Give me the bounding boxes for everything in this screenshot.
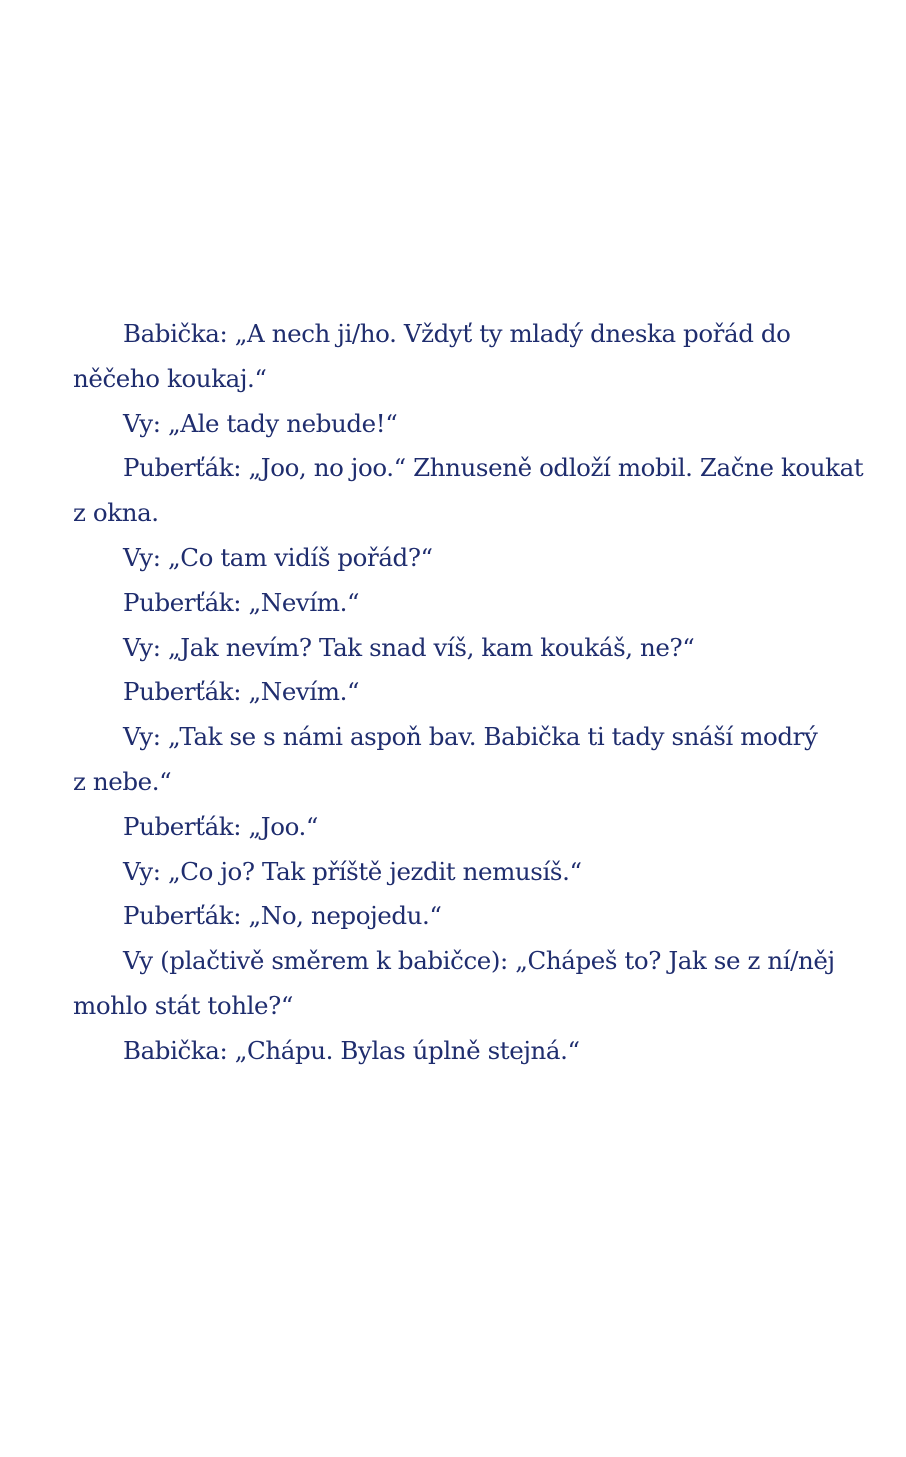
paragraph-line: Babička: „A nech ji/ho. Vždyť ty mladý dneska pořád do — [123, 319, 791, 348]
paragraph-line: Babička: „Chápu. Bylas úplně stejná.“ — [123, 1035, 580, 1065]
paragraph-line: Vy: „Ale tady nebude!“ — [123, 408, 398, 438]
paragraph-line: Vy (plačtivě směrem k babičce): „Chápeš to? Jak se z ní/něj — [123, 946, 835, 976]
paragraph-10 — [98, 850, 798, 895]
dialogue-text — [73, 312, 864, 1074]
paragraph-line: z okna. — [73, 498, 159, 528]
paragraph-13 — [98, 1029, 798, 1074]
paragraph-3 — [73, 446, 864, 536]
paragraph-6 — [98, 626, 798, 671]
paragraph-line: Vy: „Jak nevím? Tak snad víš, kam koukáš, ne?“ — [123, 632, 695, 662]
paragraph-line: Puberťák: „Nevím.“ — [123, 677, 360, 707]
paragraph-line: Vy: „Co jo? Tak příště jezdit nemusíš.“ — [123, 856, 582, 886]
paragraph-7 — [98, 670, 798, 715]
paragraph-line: Puberťák: „Nevím.“ — [123, 587, 360, 617]
paragraph-9 — [98, 805, 798, 850]
paragraph-11 — [98, 894, 798, 939]
paragraph-line: mohlo stát tohle?“ — [73, 990, 293, 1020]
paragraph-8 — [73, 715, 818, 805]
paragraph-line: něčeho koukaj.“ — [73, 363, 267, 393]
paragraph-line: Vy: „Tak se s námi aspoň bav. Babička ti tady snáší modrý — [123, 722, 818, 752]
paragraph-line: Puberťák: „Joo.“ — [123, 811, 318, 841]
paragraph-line: Puberťák: „No, nepojedu.“ — [123, 901, 442, 931]
paragraph-12 — [73, 939, 835, 1029]
paragraph-5 — [98, 581, 798, 626]
paragraph-2 — [98, 402, 798, 447]
paragraph-line: Puberťák: „Joo, no joo.“ Zhnuseně odloží mobil. Začne koukat — [123, 453, 864, 483]
paragraph-line: z nebe.“ — [73, 766, 172, 796]
paragraph-4 — [98, 536, 798, 581]
paragraph-1 — [73, 312, 798, 402]
paragraph-line: Vy: „Co tam vidíš pořád?“ — [123, 542, 433, 572]
